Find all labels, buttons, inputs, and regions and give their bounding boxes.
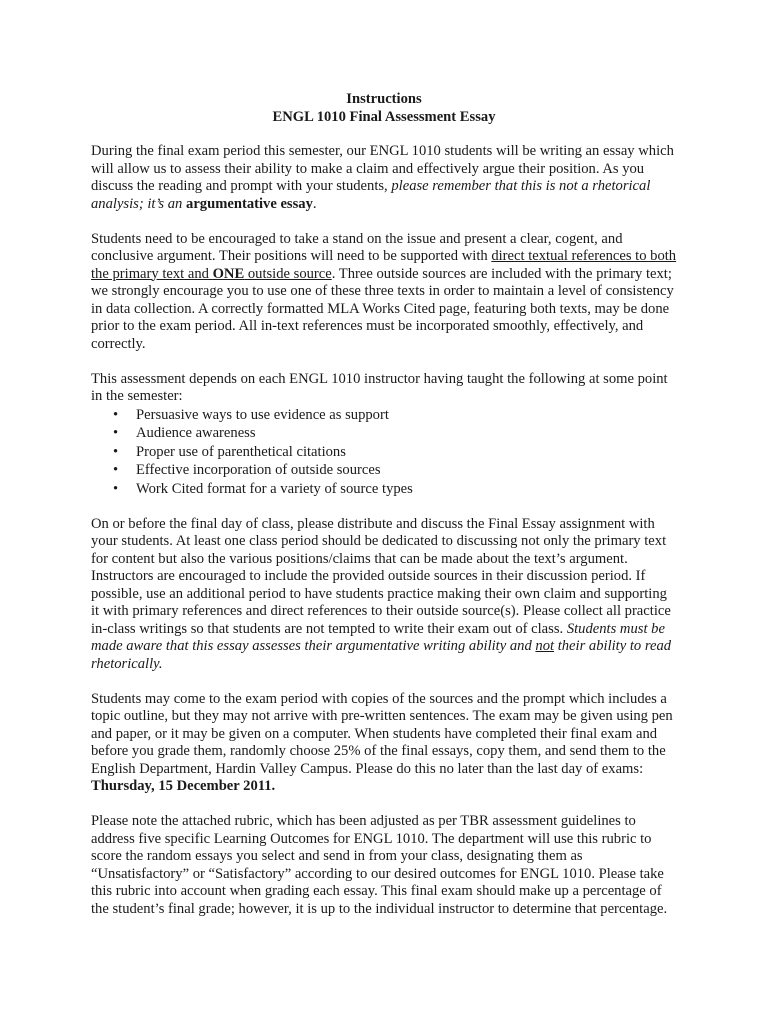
title-instructions: Instructions (346, 91, 422, 107)
intro-end: . (312, 195, 317, 212)
list-item: • Work Cited format for a variety of source types (91, 480, 677, 499)
argument-underline-1: direct textual references to both the primary text and (91, 248, 677, 282)
argument-text-a: Students need to be encouraged to take a stand on the issue and present a clear, cogent, and conclusive argument. Their positions will need to be supported with (91, 230, 623, 264)
intro-italic: please remember that this is not a rhetorical analysis; it’s an (91, 178, 651, 212)
document-title (91, 91, 677, 126)
paragraph-argument (91, 231, 677, 354)
document-page (91, 91, 677, 936)
distribution-italic-underline: not (535, 638, 555, 654)
list-item: • Proper use of parenthetical citations (91, 443, 677, 462)
distribution-text: On or before the final day of class, please distribute and discuss the Final Essay assignment with your students. At least one class period should be dedicated to discussing not only the primary text for content but also the various positions/claims that can be made about the text’s argument. Instructors are encouraged to include the provided outside sources in their discussion period. If possible, use an additional period to have students practice making their own claim and supporting it with primary references and direct references to their outside source(s). Please collect all practice in-class writings so that students are not tempted to write their exam out of class. (91, 515, 671, 637)
paragraph-intro (91, 143, 677, 213)
distribution-italic-2: their ability to read rhetorically. (91, 638, 672, 672)
title-course: ENGL 1010 Final Assessment Essay (272, 108, 496, 125)
paragraph-exam (91, 691, 677, 796)
exam-text: Students may come to the exam period with copies of the sources and the prompt which includes a topic outline, but they may not arrive with pre-written sentences. The exam may be given using pen and paper, or it may be given on a computer. When students have completed their final exam and before you grade them, randomly choose 25% of the final essays, copy them, and send them to the English Department, Hardin Valley Campus. Please do this no later than the last day of exams: (91, 690, 673, 777)
distribution-italic-1: Students must be made aware that this essay assesses their argumentative writing ability and (91, 620, 665, 654)
list-item: • Effective incorporation of outside sources (91, 461, 677, 480)
argument-text-b: . Three outside sources are included with the primary text; we strongly encourage you to use one of these three texts in order to maintain a level of consistency in data collection. A correctly formatted MLA Works Cited page, featuring both texts, may be done prior to the exam period. All in-text references must be incorporated smoothly, effectively, and correctly. (91, 265, 674, 352)
intro-text: During the final exam period this semester, our ENGL 1010 students will be writing an essay which will allow us to assess their ability to make a claim and effectively argue their position. As you discuss the reading and prompt with your students, (91, 143, 674, 194)
paragraph-rubric: Please note the attached rubric, which has been adjusted as per TBR assessment guidelines to address five specific Learning Outcomes for ENGL 1010. The department will use this rubric to score the random essays you select and send in from your class, designating them as “Unsatisfactory” or “Satisfactory” according to our desired outcomes for ENGL 1010. Please take this rubric into account when grading each essay. This final exam should make up a percentage of the student’s final grade; however, it is up to the individual instructor to determine that percentage. (91, 813, 668, 917)
list-item: • Audience awareness (91, 424, 677, 443)
paragraph-assessment-intro: This assessment depends on each ENGL 1010 instructor having taught the following at some point in the semester: (91, 370, 668, 404)
argument-underline-2: outside source (244, 265, 332, 282)
exam-deadline: Thursday, 15 December 2011. (91, 778, 276, 794)
paragraph-distribution (91, 516, 677, 674)
skills-list (91, 406, 677, 499)
list-item: • Persuasive ways to use evidence as support (91, 406, 677, 425)
intro-bold: argumentative essay (186, 195, 313, 212)
argument-underline-bold: ONE (212, 265, 245, 282)
